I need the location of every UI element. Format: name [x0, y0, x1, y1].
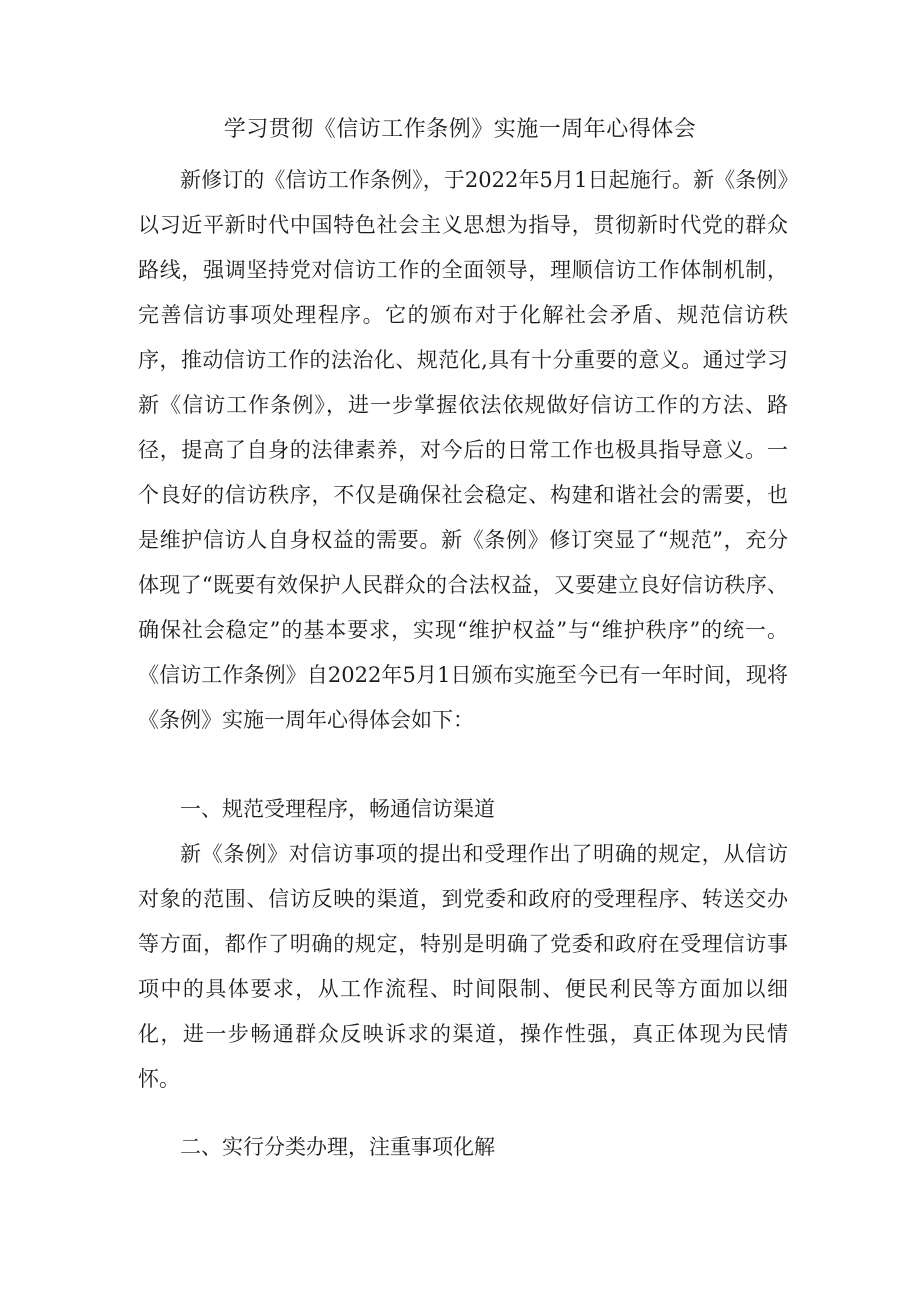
- section-paragraph-1: 新《条例》对信访事项的提出和受理作出了明确的规定，从信访对象的范围、信访反映的渠道，到党委和政府的受理程序、转送交办等方面，都作了明确的规定，特别是明确了党委和政府在受理信访事项中的具体要求，从工作流程、时间限制、便民利民等方面加以细化，进一步畅通群众反映诉求的渠道，操作性强，真正体现为民情怀。: [138, 842, 788, 1091]
- intro-paragraph: 新修订的《信访工作条例》，于2022年5月1日起施行。新《条例》以习近平新时代中国特色社会主义思想为指导，贯彻新时代党的群众路线，强调坚持党对信访工作的全面领导，理顺信访工作体制机制，完善信访事项处理程序。它的颁布对于化解社会矛盾、规范信访秩序，推动信访工作的法治化、规范化,具有十分重要的意义。通过学习新《信访工作条例》，进一步掌握依法依规做好信访工作的方法、路径，提高了自身的法律素养，对今后的日常工作也极具指导意义。一个良好的信访秩序，不仅是确保社会稳定、构建和谐社会的需要，也是维护信访人自身权益的需要。新《条例》修订突显了“规范”，充分体现了“既要有效保护人民群众的合法权益，又要建立良好信访秩序、确保社会稳定”的基本要求，实现“维护权益”与“维护秩序”的统一。《信访工作条例》自2022年5月1日颁布实施至今已有一年时间，现将《条例》实施一周年心得体会如下：: [138, 168, 788, 732]
- section-heading-1: 一、规范受理程序，畅通信访渠道: [180, 797, 495, 821]
- document-title: 学习贯彻《信访工作条例》实施一周年心得体会: [223, 117, 697, 142]
- section-heading-2: 二、实行分类办理，注重事项化解: [180, 1135, 495, 1159]
